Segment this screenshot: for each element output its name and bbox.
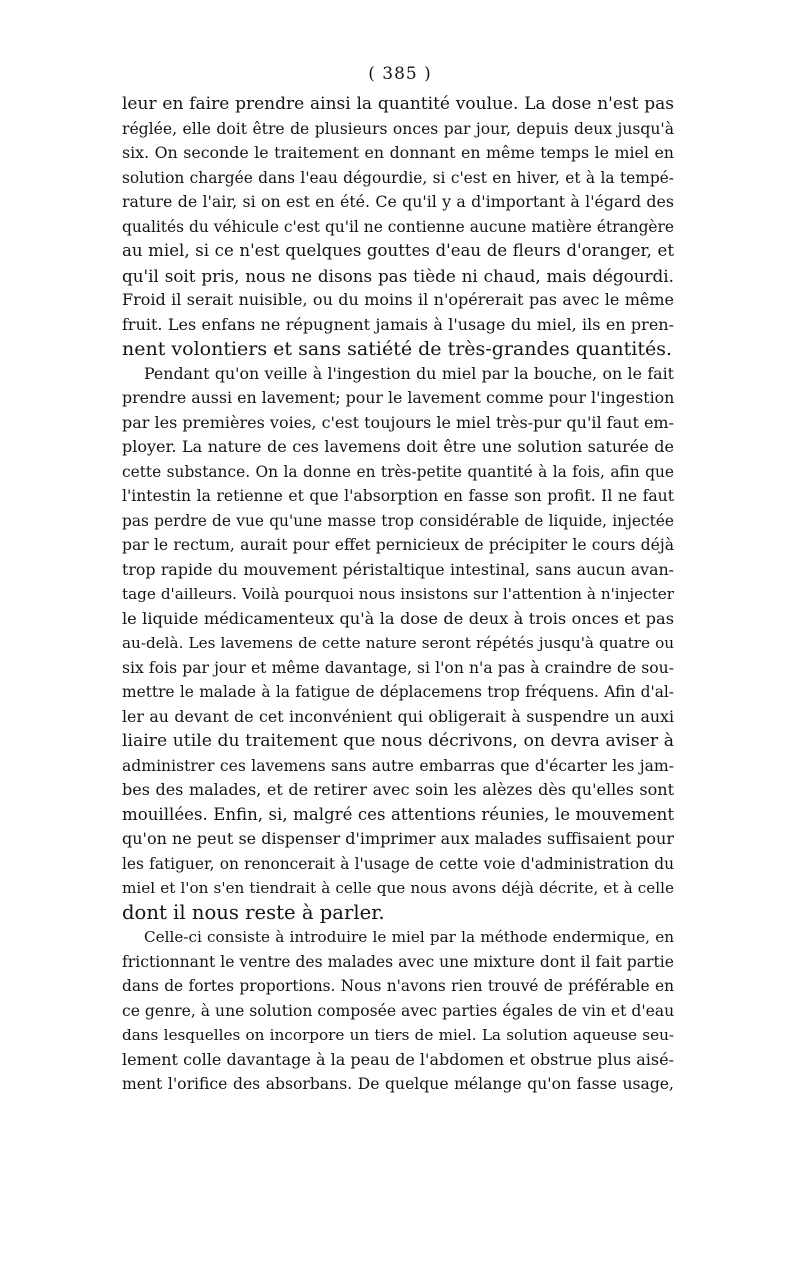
text-line: les fatiguer, on renoncerait à l'usage de cette voie d'administration du [122, 854, 674, 873]
text-line: dont il nous reste à parler. [122, 900, 385, 924]
text-line: leur en faire prendre ainsi la quantité voulue. La dose n'est pas [122, 94, 674, 114]
text-line: pas perdre de vue qu'une masse trop considérable de liquide, injectée [122, 511, 674, 530]
text-line: bes des malades, et de retirer avec soin les alèzes dès qu'elles sont [122, 780, 674, 799]
body-text [122, 92, 674, 1097]
text-line: au miel, si ce n'est quelques gouttes d'eau de fleurs d'oranger, et [122, 241, 674, 260]
text-line: administrer ces lavemens sans autre embarras que d'écarter les jam- [122, 756, 674, 775]
text-line: tage d'ailleurs. Voilà pourquoi nous insistons sur l'attention à n'injecter [122, 585, 674, 603]
text-line: lement colle davantage à la peau de l'abdomen et obstrue plus aisé- [122, 1049, 674, 1069]
text-line: mettre le malade à la fatigue de déplacemens trop fréquens. Afin d'al- [122, 683, 674, 701]
text-line: trop rapide du mouvement péristaltique intestinal, sans aucun avan- [122, 559, 674, 579]
text-line: le liquide médicamenteux qu'à la dose de deux à trois onces et pas [122, 608, 674, 628]
text-line: liaire utile du traitement que nous décrivons, on devra aviser à [122, 731, 674, 751]
text-line: par les premières voies, c'est toujours le miel très-pur qu'il faut em- [122, 412, 674, 432]
text-line: Celle-ci consiste à introduire le miel par la méthode endermique, en [144, 928, 674, 946]
text-line: cette substance. On la donne en très-petite quantité à la fois, afin que [122, 462, 674, 481]
text-line: frictionnant le ventre des malades avec une mixture dont il fait partie [122, 952, 674, 971]
text-line: par le rectum, aurait pour effet pernicieux de précipiter le cours déjà [122, 536, 674, 554]
text-line: Pendant qu'on veille à l'ingestion du miel par la bouche, on le fait [144, 363, 674, 383]
text-line: rature de l'air, si on est en été. Ce qu'il y a d'important à l'égard des [122, 192, 674, 211]
text-line: qualités du véhicule c'est qu'il ne contienne aucune matière étrangère [122, 217, 674, 236]
text-line: dans lesquelles on incorpore un tiers de miel. La solution aqueuse seu- [122, 1026, 674, 1044]
text-line: qu'on ne peut se dispenser d'imprimer aux malades suffisaient pour [122, 829, 674, 848]
text-line: miel et l'on s'en tiendrait à celle que nous avons déjà décrite, et à celle [122, 879, 674, 897]
text-line: ment l'orifice des absorbans. De quelque mélange qu'on fasse usage, [122, 1075, 674, 1093]
text-line: réglée, elle doit être de plusieurs onces par jour, depuis deux jusqu'à [122, 119, 674, 138]
text-line: l'intestin la retienne et que l'absorption en fasse son profit. Il ne faut [122, 487, 674, 505]
text-line: dans de fortes proportions. Nous n'avons rien trouvé de préférable en [122, 977, 674, 995]
text-line: au-delà. Les lavemens de cette nature seront répétés jusqu'à quatre ou [122, 634, 674, 652]
text-line: solution chargée dans l'eau dégourdie, si c'est en hiver, et à la tempé- [122, 168, 674, 187]
text-line: nent volontiers et sans satiété de très-grandes quantités. [122, 338, 673, 360]
text-line: ler au devant de cet inconvénient qui obligerait à suspendre un auxi [122, 706, 674, 726]
text-line: prendre aussi en lavement; pour le lavement comme pour l'ingestion [122, 388, 674, 407]
text-line: fruit. Les enfans ne répugnent jamais à l'usage du miel, ils en pren- [122, 314, 674, 334]
text-line: qu'il soit pris, nous ne disons pas tiède ni chaud, mais dégourdi. [122, 265, 674, 286]
text-line: six fois par jour et même davantage, si l'on n'a pas à craindre de sou- [122, 658, 674, 677]
text-line: ployer. La nature de ces lavemens doit être une solution saturée de [122, 437, 674, 456]
text-line: Froid il serait nuisible, ou du moins il n'opérerait pas avec le même [122, 290, 674, 309]
text-line: mouillées. Enfin, si, malgré ces attentions réunies, le mouvement [122, 804, 674, 824]
page-number: ( 385 ) [368, 64, 432, 84]
text-line: six. On seconde le traitement en donnant en même temps le miel en [122, 143, 674, 162]
text-line: ce genre, à une solution composée avec parties égales de vin et d'eau [122, 1001, 674, 1020]
